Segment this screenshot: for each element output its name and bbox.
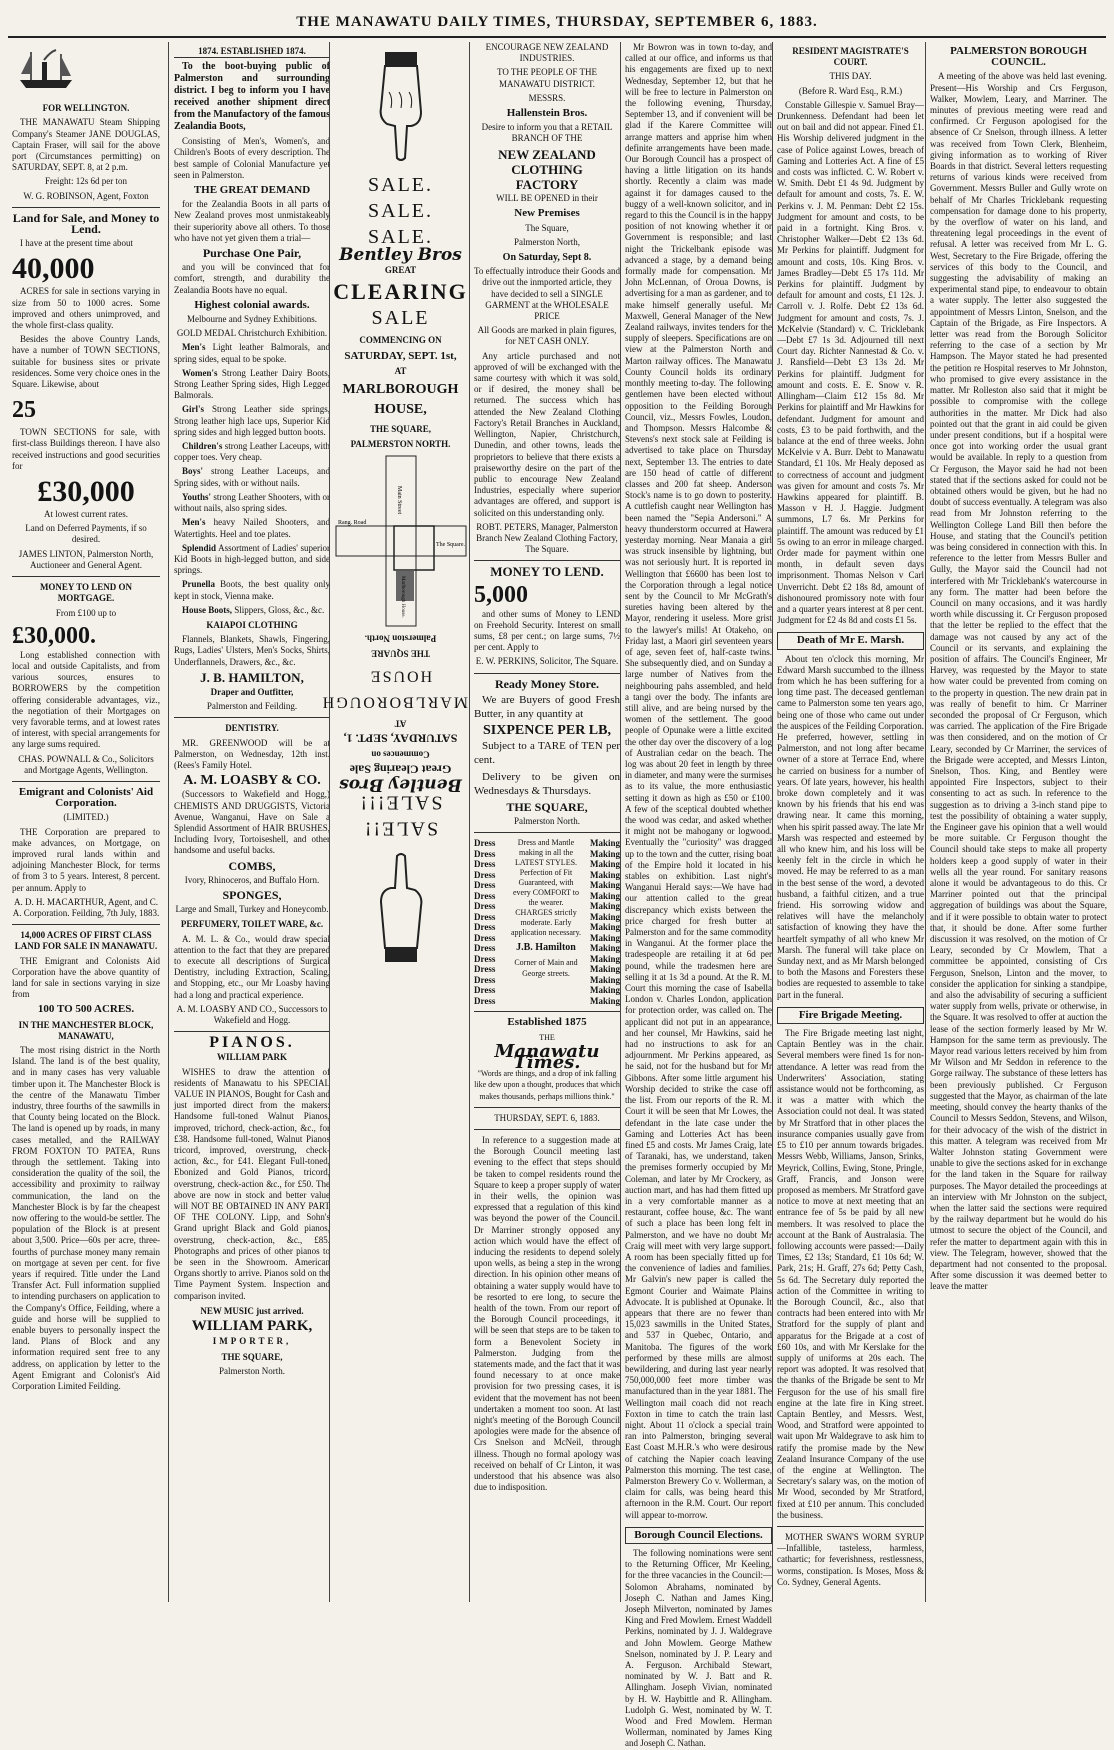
square-heading: THE SQUARE, xyxy=(506,799,588,814)
mortgage-from: From £100 up to xyxy=(55,607,117,618)
rm-court-sub: THIS DAY. xyxy=(829,71,872,82)
clearing-label: CLEARING xyxy=(333,279,468,305)
acres-text: THE Emigrant and Colonists Aid Corporation have the above quantity of land for sale in sections varying in size from xyxy=(12,955,160,1000)
perkins-signature: E. W. PERKINS, Solicitor, The Square. xyxy=(475,656,619,667)
effect-text: To effectually introduce their Goods and drive out the inmported article, they have decided to sell a SINGLE GARMENT at the WHOLESALE PRICE xyxy=(474,266,620,322)
column-7 xyxy=(925,42,1107,1602)
park-heading: WILLIAM PARK xyxy=(216,1052,288,1063)
inverted-bentley: Bentley Bros xyxy=(339,774,462,795)
opened-label: WILL BE OPENED in their xyxy=(496,193,598,204)
nz-label: NEW ZEALAND xyxy=(498,146,596,162)
pointing-hand-down-icon xyxy=(371,52,431,162)
column-5 xyxy=(620,42,772,1749)
medal-text: GOLD MEDAL Christchurch Exhibition. xyxy=(176,328,328,339)
palmerston-label: Palmerston North. xyxy=(514,816,580,827)
boots-item: Splendid Assortment of Ladies' superior Kid Boots in high-legged button, and side springs. xyxy=(174,542,330,576)
ready-money-heading: Ready Money Store. xyxy=(494,676,600,691)
masthead: THE MANAWATU DAILY TIMES, THURSDAY, SEPTEMBER 6, 1883. xyxy=(296,14,818,30)
mortgage-agent: CHAS. POWNALL & Co., Solicitors and Mortgage Agents, Wellington. xyxy=(18,753,154,775)
purchase-text: and you will be convinced that for comfort, strength, and durability the Zealandia Boots have no equal. xyxy=(174,262,330,295)
emigrant-heading: Emigrant and Colonists' Aid Corporation. xyxy=(18,785,154,810)
boots-item: Children's strong Leather Laceups, with copper toes. Very cheap. xyxy=(174,441,330,463)
desire-text: Desire to inform you that a RETAIL BRANCH OF THE xyxy=(481,122,613,144)
dress-making-ad xyxy=(474,838,620,1006)
divider xyxy=(12,924,160,925)
ship-agent: W. G. ROBINSON, Agent, Foxton xyxy=(23,190,149,201)
borough-council-text: A meeting of the above was held last evening. Present—His Worship and Crs Ferguson, Walker, Mowlem, Leary, and Marriner. The minutes of previous meeting were read and confirmed. Cr Ferguson apologised for the absence of Cr Snelson, through illness. A letter was received from Town Clerk, Blenheim, giving information as to working of River Boards in that district. Several letters requesting returns of various kinds were received from Government. Messrs Buller and Gully wrote on behalf of Mr Charles Tricklebank requesting compensation for damage done to his property, by the overflow of water on his land, and threatening legal proceedings in the event of refusal. A letter was received from Mr L. G. West, Secretary to the Fire Brigade, offering the services of this body to the Council, and suggesting the advisability of making an experimental stand pipe, to endeavour to obtain a water supply. The letter also suggested the appointment of Messrs Linton, Snelson, and the Captain of the Brigade, as Fire Inspectors. A letter was read from the Borough Solicitor referring to the case of a section by Mr Hampson. The Mayor stated he had presented the petition re Hospital reserves to Mr Johnston, who promised to give every assistance in the matter. Mr Rolleston also said that it might be possible to compromise with the college authorities in the matter. Mr Dick had also pointed out that the grant in aid could be given under present conditions, but if a hospital were once got into working order the usual grant would be available. In reply to a question from Cr Ferguson, the Mayor said he had not been stated that if the sections asked for could not be obtained others would be given, but he had no doubt of success eventually. A telegram was also read from Mr Johnston referring to the Wellington College Land Bill then before the House, and stating that the Council's petition was being considered in connection with this. In reference to the letter from Messrs Buller and Gully, the Mayor said the Council had not interfered with Mr Tricklebank's watercourse in any form. The matter had been before the Council on many occasions, and it was hardly worth while discussing it. Cr Ferguson proposed that the letter be replied to the effect that the damage was not caused by any act of the Council or its servants, and explaining the position of affairs. The Council's Engineer, Mr Harvey, was requested by the Mayor to state how water could be prevented from coming on to the property in question. The new drain pat in was really of benefit to him. Cr Marriner seconded the proposal of Cr Ferguson, which was carried. The application of the Fire Brigade was then considered, and on the motion of Cr Leary, seconded by Cr Marriner, the services of the Brigade were accepted, and Messrs Linton, Snelson, Thos. King, and Bentley were appointed Fire Inspectors, subject to their consenting to act as such. In reference to the suggestion as to driving a 3-inch stand pipe to test the possibility of obtaining a water supply, the Engineer gave his opinion that a well would be more suitable. Cr Ferguson thought the Council should take steps to make all property holders keep a good supply of water in their wells all the year round. For sanitary reasons alone it would be advantageous to do this. Cr Marriner pointed out that the principal aggregation of buildings was about the Square, and if it were possible to obtain water to protect that, it should be done. After some further discussion it was resolved, on the motion of Cr Leary, seconded by Cr Mowlem, That a committee be appointed, consisting of Crs Ferguson, Snelson, Linton and the mover, to consider the application for sinking a standpipe, and also the advisability of securing a sufficient water supply from wells, private or otherwise, in the Square. It was resolved to offer at auction the lease of the section formerly leased by Mr W. Hampson for the same term as previously. The Mayor read various letters received by him from Mr Wilson and Mr Seddon in reference to the Gorge railway. The substance of these letters has been previously published. Cr Ferguson suggested that the Mayor, as chairman of the late meeting, should convey the hearty thanks of the Council to Messrs Seddon, Stevens, and Wilson, for their advocacy of the wish of the district in this matter. A telegram was received from Mr Walter Johnston stating Government were unable to give the sections asked for in exchange for the land taken in the Square for railway purposes. The Mayor detailed the proceedings at an interview with Mr Johnston on the subject, when the latter said the sections were required by the railway department but he would do his utmost to secure the object of the Council, and refer the matter to department again with this in view. The Telegram, however, showed that the department had not consented to the proposal. After some discussion it was deemed better to leave the matter xyxy=(930,71,1107,1292)
dentistry-heading: DENTISTRY. xyxy=(225,723,279,734)
boots-item: Youths' strong Leather Shooters, with or without nails, also spring sides. xyxy=(174,491,331,514)
emigrant-agent: A. D. H. MACARTHUR, Agent, and C. A. Corporation. Feilding, 7th July, 1883. xyxy=(12,896,160,918)
purchase-heading: Purchase One Pair, xyxy=(202,246,302,261)
park-name: WILLIAM PARK, xyxy=(191,1318,313,1335)
inverted-advertisement xyxy=(320,632,468,841)
map-label-marlborough: Marlborough House. xyxy=(399,576,405,619)
dress-column: Dress Dress Dress Dress Dress Dress Dress Dress Dress Dress Dress Dress Dress Dress Dress Dress xyxy=(474,838,496,1006)
borough-council-heading: PALMERSTON BOROUGH COUNCIL. xyxy=(950,45,1087,69)
premises-label: New Premises xyxy=(514,207,580,220)
demand-heading: THE GREAT DEMAND xyxy=(193,184,311,197)
boots-item: Women's Strong Leather Dairy Boots, Strong Leather Spring sides, High Legged Balmorals. xyxy=(174,367,330,401)
block-text: The most rising district in the North Island. The land is of the best quality, and in many cases has very valuable timber upon it. The Manchester Block is the centre of the Manawatu Timber industry, three fourths of the sawmills in that County being located on the Block. The land is opened up by roads, in many cases metalled, and the RAILWAY FROM FOXTON TO PATEA, Runs through the settlement. Taking into consideration the quality of the soil, the accessibility and proximity to railway communication, the land on the Manchester Block is by far the cheapest now offering to the would-be settler. The population of the Block is at present about 3,500. Price—60s per acre, three-fourths of purchase money many remain on mortgage at seven per cent. for five years if required. Title under the Land Transfer Act. Full information supplied to intending purchasers on application to the Company's Office, Feilding, where a guide and horse will be supplied to enable buyers to personally inspect the land. Plans of Block and any information required sent free to any address, on application by letter to the Agent Emigrant and Colonist's Aid Corporation Limited Feilding. xyxy=(12,1045,160,1392)
hallenstein-name: Hallenstein Bros. xyxy=(506,107,588,120)
divider xyxy=(174,1031,330,1032)
great-label: GREAT xyxy=(384,265,417,276)
sixpence-label: SIXPENCE PER LB, xyxy=(483,722,611,738)
dress-middle: Dress and Mantle making in all the LATEST STYLES. Perfection of Fit Guaranteed, with every COMFORT to the wearer. CHARGES strictly moderate. Early application necessary. J.B. Hamilton Corner of Main and George streets. xyxy=(510,838,582,978)
loasby-heading: A. M. LOASBY & CO. xyxy=(183,773,321,789)
steamship-icon xyxy=(16,44,76,94)
rm-court-heading: RESIDENT MAGISTRATE'S COURT. xyxy=(792,46,909,68)
sale-date: SATURDAY, SEPT. 1st, xyxy=(344,349,457,362)
money-heading: MONEY TO LEND. xyxy=(490,564,604,580)
awards-text: Melbourne and Sydney Exhibitions. xyxy=(187,314,317,325)
awards-heading: Highest colonial awards. xyxy=(194,298,310,311)
street-map xyxy=(336,456,466,626)
divider xyxy=(474,1107,620,1108)
boots-item: Girl's Strong Leather side springs, Strong leather high lace ups, Superior Kid spring sides and high legged button boots. xyxy=(174,404,331,437)
worm-syrup-ad: MOTHER SWAN'S WORM SYRUP—Infallible, tasteless, harmless, cathartic; for feverishness, restlessness, worms, constipation. Is Moses, Moss & Co. Sydney, General Agents. xyxy=(777,1532,924,1587)
opening-date: On Saturday, Sept 8. xyxy=(502,252,592,264)
money-rate: At lowest current rates. xyxy=(44,509,128,520)
top-rule xyxy=(8,36,1106,38)
inverted-commences: Commences on xyxy=(371,749,430,760)
divider xyxy=(474,832,620,833)
square-label: THE SQUARE, xyxy=(221,1351,283,1362)
dentist-text: MR. GREENWOOD will be at Palmerston, on Wednesday, 12th inst. (Rees's Family Hotel. xyxy=(174,737,330,770)
land-heading: Land for Sale, and Money to Lend. xyxy=(12,210,160,237)
tare-text: Subject to a TARE of TEN per cent. xyxy=(474,739,620,766)
map-label-square: The Square. xyxy=(435,542,465,549)
commencing-label: COMMENCING ON xyxy=(359,335,442,346)
established-heading: 1874. ESTABLISHED 1874. xyxy=(174,46,330,58)
boots-item: Men's Light leather Balmorals, and spring sides, equal to be spoke. xyxy=(174,342,331,364)
factory-label: FACTORY xyxy=(515,177,579,193)
boots-list xyxy=(174,342,330,615)
divider xyxy=(174,717,330,718)
new-music: NEW MUSIC just arrived. xyxy=(200,1305,304,1316)
inverted-marlborough: MARLBOROUGH xyxy=(320,693,468,711)
marked-text: All Goods are marked in plain figures, for NET CASH ONLY. xyxy=(477,325,617,347)
square-label: THE SQUARE, xyxy=(369,424,431,435)
clothing-label: CLOTHING xyxy=(511,161,583,177)
map-label-main: Main Street xyxy=(395,486,402,515)
column-4 xyxy=(469,42,620,1602)
divider xyxy=(12,576,160,577)
combs-heading: COMBS, xyxy=(228,858,276,873)
editorial-text: In reference to a suggestion made at the Borough Council meeting last evening to the effect that steps should be taken to compel residents round the Square to keep a proper supply of water in their wells, the opinion was expressed that a regulation of this kind was beyond the power of the Council. Dr Marriner strongly opposed any action which would have the effect of inducing the residents to depend solely upon wells, as being a step in the wrong direction. In his opinion other means of obtaining a water supply would have to be resorted to ere long, to secure the health of the town. From our report of the Borough Council proceedings, it will be seen that steps are to be taken to form a Benevolent Society in Palmerston. Judging from the statements made, and the fact that it was found necessary to at once make provision for two pressing cases, it is evident that the movement has not been undertaken a moment too soon. At last night's meeting of the Borough Council apologies were made for the absence of Crs Snelson and McNeil, through illness. Though no formal apology was received on behalf of Cr Linton, it was understood that his absence was also due to indisposition. xyxy=(474,1134,620,1493)
ship-heading: FOR WELLINGTON. xyxy=(42,103,130,114)
mortgage-text: Long established connection with local and outside Capitalists, and from various sources, ensures to BORROWERS by the competition offering considerable advantages, viz., the negotiation of their Mortgages on very favorable terms, and at lowest rates of interest, with special arrangements for any large sums required. xyxy=(12,649,160,750)
paper-motto: "Words are things, and a drop of ink falling like dew upon a thought, produces that which makes thousands, perhaps millions think." xyxy=(474,1069,620,1101)
inverted-square: THE SQUARE xyxy=(371,648,430,659)
boots-item: Men's heavy Nailed Shooters, and Watertights. Heel and toe plates. xyxy=(174,517,331,539)
boots-intro: To the boot-buying public of Palmerston and surrounding district. I beg to inform you I have received another shipment direct from the Manufactory of the famous Zealandia Boots, xyxy=(174,61,330,133)
acres-range: 100 TO 500 ACRES. xyxy=(37,1003,135,1016)
mortgage-heading: MONEY TO LEND ON MORTGAGE. xyxy=(39,582,133,604)
sale-heading: SALE. SALE. SALE. xyxy=(368,174,433,248)
towns-text-2: TOWN SECTIONS for sale, with first-class Buildings thereon. I have also received instructions and good securities for xyxy=(12,427,160,471)
palmerston-label: PALMERSTON NORTH. xyxy=(350,439,451,450)
land-intro: I have at the present time about xyxy=(20,238,133,249)
inverted-house: HOUSE xyxy=(368,667,433,685)
paper-date: THURSDAY, SEPT. 6, 1883. xyxy=(494,1112,600,1123)
mortgage-number: £30,000. xyxy=(12,622,96,649)
inverted-clearing: Great Clearing Sale xyxy=(349,762,452,777)
sponges-heading: SPONGES, xyxy=(222,887,282,902)
sponges-text: Large and Small, Turkey and Honeycomb. xyxy=(175,904,329,915)
rm-court-text: Constable Gillespie v. Samuel Bray—Drunkenness. Defendant had been let out on bail and did not appear. Fined £1. His Worship delivered judgment in the case of Police against Lowes, breach of Gaming and Lotteries Act. A fine of £5 and costs was inflicted. C. W. Robert v. W. Smith. Debt £1 4s 9d. Judgment by default for amount and costs, 7s. E. W. Perkins v. J. M. Penman: Debt £2 15s. Judgment for amount and costs, to be paid in a fortnight. King Bros. v. Christopher Walker—Debt £2 13s 6d. Mr Perkins for plaintiff. Judgment for amount and costs, 10s. King Bros. v. James Bradley—Debt £5 17s 11d. Mr Perkins for plaintiff. Judgment by default for amount and costs, £1 12s. J. Carroll v. J. Rolfe. Debt £2 13s 6d. Judgment for amount and costs, 7s. J. McKelvie (Standard) v. C. Tricklebank—Debt £7 1s 3d. Adjourned till next Court day. Richter Nannestad & Co. v. J. Ransfield—Debt £3 13s 2d. Mr Perkins for plaintiff. Judgment for amount and costs. E. E. Snow v. R. Allingham—Claim £12 15s 8d. Mr Perkins for plaintiff and Mr Hawkins for defendant. Judgment for amount and costs, £3 to be paid forthwith, and the balance at the end of three weeks. John McKelvie v A. Burr. Debt to Manawatu Standard, £1 10s. Mr Healy deposed as to correctness of account and judgment was given for amount and costs 7s. Mr Hawkins appeared for plaintiff. B. Masson v H. J. Haggie. Judgment summons, L7 6s. Mr Perkins for plaintiff. The amount was reduced by £1 5s owing to an error in mileage charged. Order made for payment within one month, in default seven days imprisonment. Thomas Nelson v Carl Unverricht. Debt £2 18s 8d, amount of dishonoured promissory note with four and a quarter years interest at 8 per cent. Judgment for £2 4s 8d and costs £1 5s. xyxy=(777,99,924,626)
elections-heading: Borough Council Elections. xyxy=(625,1527,772,1544)
land-acres-number: 40,000 xyxy=(12,252,95,286)
money-number: £30,000 xyxy=(37,475,135,509)
pianos-heading: PIANOS. xyxy=(209,1034,295,1052)
pointing-hand-up-icon xyxy=(371,852,431,962)
bentley-heading: Bentley Bros xyxy=(339,245,462,265)
peters-signature: ROBT. PETERS, Manager, Palmerston Branch New Zealand Clothing Factory, The Square. xyxy=(476,521,618,555)
column-6 xyxy=(772,42,924,1602)
boots-item: Boys' strong Leather Laceups, and Spring sides, with or without nails. xyxy=(174,466,331,488)
inverted-date: SATURDAY, SEPT. 1, xyxy=(343,732,458,747)
inverted-sale: SALE!! SALE!!! xyxy=(358,791,443,840)
money-terms: Land on Deferred Payments, if so desired. xyxy=(25,523,147,545)
hamilton-name: J. B. HAMILTON, xyxy=(200,669,304,685)
money-text: and other sums of Money to LEND on Freehold Security. Interest on small sums, £8 per cent.; on large sums, 7½ per cent. Apply to xyxy=(474,608,620,653)
loasby-text: (Successors to Wakefield and Hogg,) CHEMISTS AND DRUGGISTS, Victoria Avenue, Wanganui, Have on Sale a Splendid Assortment of HAIR BRUSHES, Including Ivory, Tortoiseshell, and other handsome and useful backs. xyxy=(174,789,330,856)
hallenstein-body: Any article purchased and not approved of will be exchanged with the same courtesy with which it was sold, or if desired, the money shall be returned. The success which has attended the New Zealand Clothing Factory's Retail Branches in Auckland, Wellington, Napier, Christchurch, Dunedin, and other towns, leads the proprietors to believe that there exists a praiseworthy desire on the part of the public to encourage New Zealand Industries, especially where superior advantages are offered, and support is solicited on this understanding only. xyxy=(474,350,620,518)
paper-title: Manawatu Times. xyxy=(494,1040,600,1073)
demand-text: for the Zealandia Boots in all parts of New Zealand proves most unmistakeably their superiority above all others. To those who have not yet given them a trial— xyxy=(174,199,330,243)
palmerston-label: Palmerston North, xyxy=(514,236,580,247)
freight-text: Freight: 12s 6d per ton xyxy=(45,176,127,187)
boots-item: House Boots, Slippers, Gloss, &c., &c. xyxy=(182,604,325,615)
established-label: Established 1875 xyxy=(507,1016,587,1029)
to-people-heading: TO THE PEOPLE OF THE MANAWATU DISTRICT. xyxy=(496,67,597,89)
divider xyxy=(777,1526,924,1527)
death-text: About ten o'clock this morning, Mr Edward Marsh succumbed to the illness from which he has been suffering for a long time past. The deceased gentleman came to Palmerston some ten years ago, being one of those who came out under the auspices of the Feilding Corporation. He preferred, however, settling in Palmerston, and not long after became owner of a store at Terrace End, where he carried on business for a number of years. Of late years, however, his health broke down completely and it was known by his friends that his end was drawing near. It came this morning, when his spirit passed away. The late Mr Marsh was respected and esteemed by all who knew him, and his loss will be keenly felt in the circle in which he moved. He may be referred to as a man in the best sense of the word, a devoted husband, a faithful citizen, and a true friend. His sorrowing widow and relatives will have the melancholy satisfaction of knowing they have the heartfelt sympathy of all who knew Mr Marsh. The funeral will take place on Sunday next, and as Mr Marsh belonged to both the Masons and Foresters these bodies are requested to assemble to take part in the funeral. xyxy=(777,653,924,1000)
square-label: The Square, xyxy=(525,222,569,233)
column-3 xyxy=(320,42,468,1602)
land-text: ACRES for sale in sections varying in size from 50 to 1000 acres. Some improved and others unimproved, and the whole first-class quality. xyxy=(12,286,160,331)
death-heading: Death of Mr E. Marsh. xyxy=(777,632,924,649)
delivery-text: Delivery to be given on Wednesdays & Thursdays. xyxy=(474,770,620,797)
boots-intro-2: Consisting of Men's, Women's, and Children's Boots of every description. The best sample of Colonial Manufacture yet seen in Palmerston. xyxy=(174,136,330,180)
block-heading: IN THE MANCHESTER BLOCK, MANAWATU, xyxy=(18,1019,154,1041)
towns-number: 25 xyxy=(12,397,36,424)
divider xyxy=(12,207,160,208)
the-label: THE xyxy=(539,1032,555,1042)
emigrant-text: THE Corporation are prepared to make advances, on Mortgage, on improved rural lands within and adjoining Manchester Block, for terms of from 3 to 5 years. Interest, 8 percent. per annum. Apply to xyxy=(12,826,160,893)
inverted-at: AT xyxy=(394,719,407,730)
importer-label: IMPORTER, xyxy=(212,1336,292,1347)
divider xyxy=(474,560,620,561)
acres-heading: 14,000 ACRES OF FIRST CLASS LAND FOR SALE IN MANAWATU. xyxy=(14,930,158,952)
hamilton-label: J.B. Hamilton xyxy=(516,942,576,954)
perfumery-heading: PERFUMERY, TOILET WARE, &c. xyxy=(180,919,324,930)
hamilton-location: Palmerston and Feilding. xyxy=(206,701,298,712)
ready-text: We are Buyers of good Fresh Butter, in any quantity at xyxy=(474,693,620,720)
loasby-footer: A. M. LOASBY AND CO., Successors to Wakefield and Hogg. xyxy=(176,1003,328,1026)
boots-item: Prunella Boots, the best quality only kept in stock, Vienna make. xyxy=(174,579,331,601)
elections-text: The following nominations were sent to the Returning Officer, Mr Keeling, for the three vacancies in the Council:— Solomon Abrahams, nominated by Joseph C. Nathan and James King. Joseph Milverton, nominated by James King and Fred Mowlem. Ernest Waddell Perkins, nominated by J. J. Waldegrave and John Mowlem. George Mathew Snelson, nominated by J. P. Leary and A. Ferguson. Archibald Stewart, nominated by W. J. Batt and R. Allingham. Joseph Vivian, nominated by H. W. Haybittle and R. Allingham. Ludolph G. West, nominated by W. T. Wood and Fred Mowlem. Herman Wollerman, nominated by James King and Joseph C. Nathan. xyxy=(625,1548,772,1749)
making-column: Making Making Making Making Making Making Making Making Making Making Making Making Making Making Making Making xyxy=(589,838,620,1006)
rm-court-before: (Before R. Ward Esq., R.M.) xyxy=(798,85,903,96)
fire-brigade-heading: Fire Brigade Meeting. xyxy=(777,1007,924,1024)
marlborough-label: MARLBOROUGH HOUSE, xyxy=(342,382,459,418)
divider xyxy=(474,673,620,674)
kaiapoi-text: Flannels, Blankets, Shawls, Fingering, Rugs, Ladies' Ulsters, Men's Socks, Shirts, Underflannels, Drawers, &c., &c. xyxy=(174,634,330,667)
towns-text: Besides the above Country Lands, have a number of TOWN SECTIONS, suitable for business sites or private residences. Some very choice ones in the Square. Likewise, about xyxy=(12,334,160,390)
divider xyxy=(474,1011,620,1012)
local-news-text: Mr Bowron was in town to-day, and called at our office, and informs us that his engagements are fixed up to next Wednesday, September 12, but that he will be free to lecture in Palmerston on the following evening, Thursday, September 13, and if convenient will be glad if the Karere Committee will arrange matters and apprise him when definite arrangements have been made. Our Borough Council has a prospect of having a little litigation on its hands shortly. Recently a claim was made against it for damages caused to the buggy of a well-known solicitor, and in regard to this the Council is in the happy position of not knowing whether it or Government is responsible; and last night the Trickelbank episode was advanced a stage, by a demand being formally made for compensation. Mr John McLennan, of Oroua Downs, is advertising for a man as gardener, and to make himself generally useful. Mr Maxwell, General Manager of the New Zealand railways, invites tenders for the supply of sleepers. Specifications are on view at the Palmerston North and Marton railway offices. The Manawatu County Council holds its ordinary monthly meeting to-day. The following gentlemen have been elected without opposition to the Feilding Borough Council, viz., Messrs Fowles, Loudon, and Thompson. Messrs Halcombe & Stevens's next stock sale at Feilding is advertised to take place on Thursday next, September 13. The entries to date are 150 head of cattle of different classes and 200 fat sheep. Anderson Stock's name is to go down to posterity. A cuttlefish caught near Wellington has been named the "Sepia Andersoni." A heavy thunderstorm occurred at Hawera yesterday morning. Near Manaia a girl was struck insensible by lightning, but was not seriously hurt. It is reported in Wellington that £6600 has been lost to the Corporation through a legal notice sent by the Council to Mr McGrath's sureties having been altered by the Mayor, rendering it useless. More grist to the lawyer's mills! At Otakeho, on Friday last, a Maori girl seventeen years of age, seven feet of, half-caste twins. She subsequently died, and on Sunday a large number of Natives from the neighbouring pahs assembled, and held a tangi over the body. The infants are still alive, and are being nursed by the women of the settlement. The good people of Opunake were a little excited the other day over the discovery of a log of Australian cedar on the beach. The log was about 20 feet in length by three in diameter, and many were the surmises as to its value, the more enthusiastic setting it down as high as £50 or £100. A few of the sceptical doubted whether the wood was cedar, and asked whether it might not be mahogany or logwood. Eventually the "curiosity" was dragged up to the town and the cutter, rising boat of the Empire hold it located in his stables on exhibition. Last night's Wanganui Herald says:—We have had our attention called to the great discrepancy which exists between the price charged for fresh butter at Palmerston and for the same commodity in Wanganui. At the former place the tradespeople are retailing it at 6d per pound, while the tradesmen here are selling it at 1s 3d a pound. At the R. M. Court this morning the case of Isabella London v. Charles London, application for protection order, was called on. The applicant did not put in an appearance, and her counsel, Mr Hawkins, said he had no instructions to ask for an adjournment. Mr Perkins appeared, as he said, not for the husband but for Mr Gibbons. After some little argument his Worship decided to strike the case off the list. From our reports of the R. M. Court it will be seen that Mr Lowes, the defendant in the late case under the Gaming and Lotteries Act has been fined £5 and costs. Mr James Craig, late of Taranaki, has, we understand, taken the premises formerly occupied by Mr Coleman, and later by Mr Crockery, as auction mart, and has had them fitted up in a very comfortable manner as a restaurant, coffee house, &c. The want of such a place has been long felt in Palmerston, and we have no doubt Mr Craig will meet with very large support. A room has been specially fitted up for the convenience of ladies and families. Mr Galvin's new paper is called the Egmont Courier and Waimate Plains Advocate. It is published at Opunake. It appears that there are no fewer than 15,023 sawmills in the United States, and 537 in Quebec, Ontario, and Manitoba. The figures of the work performed by these mills are almost bewildering, and during last year nearly 750,000,000 feet more timber was manufactured than in the year 1881. The Wellington mail coach did not reach Foxton in time to catch the train last night. About 11 o'clock a special train ran into Palmerston, bringing several East Coast M.H.R.'s who were desirous of catching the Napier coach leaving Palmerston this morning. The test case, Palmerston Brewery Co v. Wollerman, a claim for calls, was being heard this afternoon in the R.M. Court. Our report will appear to-morrow. xyxy=(625,42,772,1520)
combs-text: Ivory, Rhinoceros, and Buffalo Horn. xyxy=(184,874,320,885)
at-label: AT xyxy=(394,365,407,376)
palmerston-label: Palmerston North. xyxy=(219,1365,285,1376)
map-label-rangitikei: Rang. Road xyxy=(337,520,366,527)
column-1 xyxy=(12,42,160,1602)
divider xyxy=(12,781,160,782)
sale-label: SALE xyxy=(371,307,430,330)
emigrant-limited: (LIMITED.) xyxy=(63,812,109,823)
kaiapoi-heading: KAIAPOI CLOTHING xyxy=(206,619,298,630)
inverted-palmerston: Palmerston North. xyxy=(364,633,437,644)
corner-label: Corner of Main and George streets. xyxy=(514,957,578,978)
ship-text: THE MANAWATU Steam Shipping Company's Steamer JANE DOUGLAS, Captain Fraser, will sail for the above port (Circumstances permitting) on SATURDAY, SEPT. 8, at 2 p.m. xyxy=(12,117,160,173)
divider xyxy=(474,1129,620,1130)
hamilton-sub: Draper and Outfitter, xyxy=(210,686,294,697)
money-number: 5,000 xyxy=(474,581,528,608)
park-text: WISHES to draw the attention of residents of Manawatu to his SPECIAL VALUE IN PIANOS, Bought for Cash and just imported direct from the makers: Handsome full-toned Walnut Pianos, improved, trichord, check-action, &c., for £38. Handsome full-toned, Walnut Pianos tricord, improved, overstrung, check-action, &c., for £41. Elegant Full-toned, Ebonized and Gold Pianos, tricord, overstrung, check-action &c., for £50. The above are now in stock and better value will NOT BE OBTAINED IN ANY PART OF THE COLONY. Lipp, and Sohn's Grand upright Black and Gold pianos, overstrung, check-action, &c., £85. Photographs and prices of other pianos to be seen in the Showroom. American Organs shortly to arrive. Pianos sold on the Time Payment System. Inspection and comparison invited. xyxy=(174,1066,330,1301)
fire-brigade-text: The Fire Brigade meeting last night, Captain Bentley was in the chair. Several members were fined 1s for non-attendance. A letter was read from the Underwriters' Association, stating assistance would not be forthcoming, as it was a matter with which the Association could not deal. It was stated by Mr Stratford that in other places the insurance companies usually gave from £5 to £10 per annum towards brigades. Messrs Webb, Williams, Janson, Srinks, Meyrick, Collins, Ewing, Stone, Pringle, Graff, Francis, and Jonson were proposed as members. Mr Stratford gave notice to move at next meeting that an entrance fee of 5s be paid by all new members. It was resolved to place the account at the Bank of Australasia. The following accounts were passed:—Daily Times, £2 13s; Standard, £1 10s 6d; W. Park, 21s; H. Graff, 27s 6d; Petty Cash, 5s 6d. The Secretary duly reported the action of the Committee in writing to the Borough Council, &c., also that contracts had been entered into with Mr Stratford for the supply of plant and apparatus for the Brigade at a cost of £60 10s, and with Mr Kerslake for the supply of uniforms at 20s each. The report was adopted. It was resolved that the thanks of the Brigade be sent to Mr Ferguson for the use of his small fire engine at the late fire in King street. Captain Bentley, and Messrs. West, Wood, and Stratford were appointed to wait upon Mr Waldegrave to ask him to ratify the promise made by the New Zealand Insurance Company of the use of the engine at Wellington. The Secretary's salary was, on the motion of Mr Wood, seconded by Mr Stratford, fixed at £10 per annum. This concluded the business. xyxy=(777,1028,924,1520)
linton-agent: JAMES LINTON, Palmerston North, Auctioneer and General Agent. xyxy=(18,548,154,570)
messrs-label: MESSRS. xyxy=(528,92,566,103)
column-2 xyxy=(168,42,330,1602)
encourage-heading: ENCOURAGE NEW ZEALAND INDUSTRIES. xyxy=(485,42,609,64)
perfumery-text: A. M. L. & Co., would draw special attention to the fact that they are prepared to execute all descriptions of Surgical Dentistry, including Extraction, Scaling, and Stopping, etc., our Mr Loasby having had a long and practical experience. xyxy=(174,933,330,1000)
